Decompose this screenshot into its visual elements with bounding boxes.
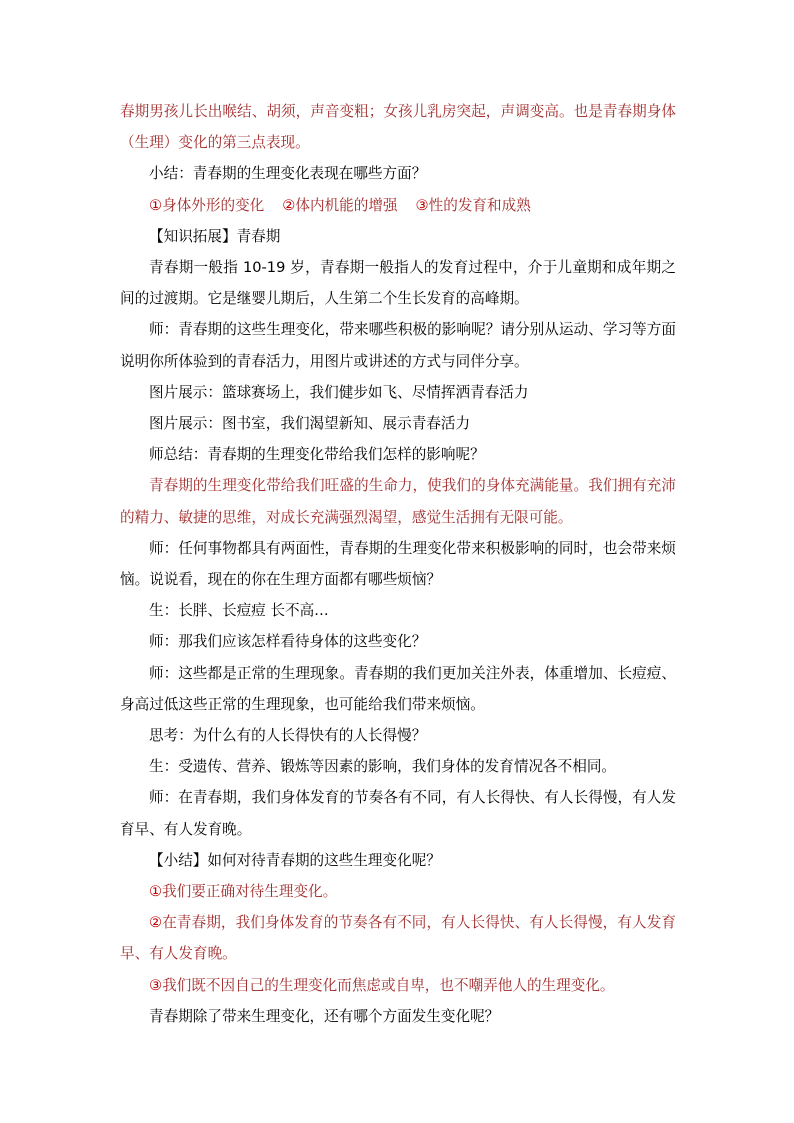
paragraph-teacher-summary-question: 师总结：青春期的生理变化带给我们怎样的影响呢？ — [149, 446, 485, 464]
item-number-1: ① — [149, 196, 163, 214]
item-number-2: ② — [282, 196, 296, 214]
paragraph-physical-change-third: 春期男孩儿长出喉结、胡须，声音变粗；女孩儿乳房突起，声调变高。也是青春期身体（生理）变化的第三点表现。 — [120, 103, 676, 152]
paragraph-summary-question: 小结：青春期的生理变化表现在哪些方面？ — [149, 165, 427, 183]
section-heading-knowledge-extension: 【知识拓展】青春期 — [149, 227, 281, 245]
paragraph-student-factors: 生：受遗传、营养、锻炼等因素的影响，我们身体的发育情况各不相同。 — [149, 758, 617, 776]
point-number-2: ② — [149, 914, 163, 932]
paragraph-summary-point-1 — [120, 876, 676, 907]
paragraph-teacher-normal-phenomena: 师：这些都是正常的生理现象。青春期的我们更加关注外表，体重增加、长痘痘、身高过低这些正常的生理现象，也可能给我们带来烦恼。 — [120, 664, 676, 713]
paragraph-summary-point-3 — [120, 970, 676, 1001]
paragraph-picture-library: 图片展示：图书室，我们渴望新知、展示青春活力 — [149, 415, 471, 433]
item-number-3: ③ — [415, 196, 429, 214]
point-number-3: ③ — [149, 976, 163, 994]
point-text-1: 我们要正确对待生理变化。 — [162, 883, 338, 901]
paragraph-summary-answers — [120, 190, 676, 221]
paragraph-teacher-positive-effects: 师：青春期的这些生理变化，带来哪些积极的影响呢？请分别从运动、学习等方面说明你所体验到的青春活力，用图片或讲述的方式与同伴分享。 — [120, 321, 676, 370]
item-text-3: 性的发育和成熟 — [428, 196, 531, 214]
point-text-2: 在青春期，我们身体发育的节奏各有不同，有人长得快、有人长得慢，有人发育早、有人发育晚。 — [120, 914, 676, 963]
paragraph-summary-point-2 — [120, 907, 676, 969]
item-text-2: 体内机能的增强 — [295, 196, 398, 214]
paragraph-teacher-rhythm: 师：在青春期，我们身体发育的节奏各有不同，有人长得快、有人长得慢，有人发育早、有人发育晚。 — [120, 789, 676, 838]
paragraph-adolescence-definition: 青春期一般指 10-19 岁，青春期一般指人的发育过程中，介于儿童期和成年期之间的过渡期。它是继婴儿期后，人生第二个生长发育的高峰期。 — [120, 259, 676, 308]
paragraph-positive-effects-answer: 青春期的生理变化带给我们旺盛的生命力，使我们的身体充满能量。我们拥有充沛的精力、敏捷的思维，对成长充满强烈渴望，感觉生活拥有无限可能。 — [120, 477, 676, 526]
paragraph-picture-basketball: 图片展示：篮球赛场上，我们健步如飞、尽情挥洒青春活力 — [149, 383, 529, 401]
paragraph-teacher-troubles: 师：任何事物都具有两面性，青春期的生理变化带来积极影响的同时，也会带来烦恼。说说看，现在的你在生理方面都有哪些烦恼？ — [120, 539, 676, 589]
paragraph-student-troubles: 生：长胖、长痘痘 长不高… — [149, 602, 329, 620]
item-text-1: 身体外形的变化 — [162, 196, 265, 214]
section-heading-summary: 【小结】如何对待青春期的这些生理变化呢？ — [149, 851, 441, 869]
paragraph-closing-question: 青春期除了带来生理变化，还有哪个方面发生变化呢？ — [149, 1007, 500, 1025]
paragraph-teacher-how-to-view: 师：那我们应该怎样看待身体的这些变化？ — [149, 633, 427, 651]
document-body — [120, 96, 676, 1032]
point-number-1: ① — [149, 883, 163, 901]
paragraph-think-question: 思考：为什么有的人长得快有的人长得慢？ — [149, 727, 427, 745]
point-text-3: 我们既不因自己的生理变化而焦虑或自卑，也不嘲弄他人的生理变化。 — [162, 976, 615, 994]
